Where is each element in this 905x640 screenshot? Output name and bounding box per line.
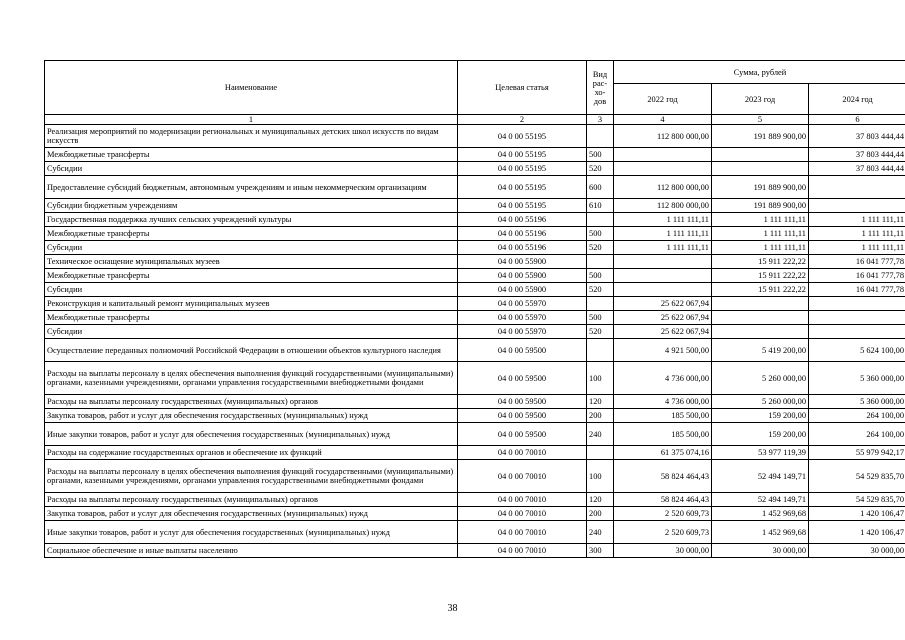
- row-sum-2024: 264 100,00: [809, 409, 905, 423]
- row-sum-2024: 37 803 444,44: [809, 148, 905, 162]
- row-sum-2023: 5 419 200,00: [712, 339, 809, 362]
- row-kind: 520: [587, 325, 614, 339]
- row-sum-2023: 53 977 119,39: [712, 446, 809, 460]
- row-target: 04 0 00 55195: [458, 199, 587, 213]
- column-number: 4: [614, 115, 712, 125]
- table-row: [45, 269, 905, 283]
- column-number: 3: [587, 115, 614, 125]
- row-kind: 100: [587, 460, 614, 493]
- row-sum-2024: 30 000,00: [809, 544, 905, 558]
- row-name: Расходы на содержание государственных органов и обеспечение их функций: [45, 446, 458, 460]
- row-sum-2022: 4 736 000,00: [614, 395, 712, 409]
- row-sum-2023: 5 260 000,00: [712, 395, 809, 409]
- row-sum-2023: 52 494 149,71: [712, 493, 809, 507]
- row-name: Государственная поддержка лучших сельских учреждений культуры: [45, 213, 458, 227]
- page-number: 38: [447, 603, 458, 614]
- row-target: 04 0 00 55195: [458, 176, 587, 199]
- row-sum-2023: [712, 148, 809, 162]
- row-target: 04 0 00 59500: [458, 409, 587, 423]
- table-row: [45, 162, 905, 176]
- table-row: [45, 325, 905, 339]
- row-sum-2024: 5 360 000,00: [809, 395, 905, 409]
- row-target: 04 0 00 59500: [458, 395, 587, 409]
- row-target: 04 0 00 55196: [458, 213, 587, 227]
- row-kind: 300: [587, 544, 614, 558]
- row-target: 04 0 00 55196: [458, 241, 587, 255]
- row-target: 04 0 00 55195: [458, 125, 587, 148]
- row-name: Осуществление переданных полномочий Российской Федерации в отношении объектов культурного наследия: [45, 339, 458, 362]
- row-target: 04 0 00 55195: [458, 148, 587, 162]
- table-row: [45, 213, 905, 227]
- row-target: 04 0 00 55196: [458, 227, 587, 241]
- row-sum-2024: 54 529 835,70: [809, 493, 905, 507]
- row-sum-2024: 16 041 777,78: [809, 283, 905, 297]
- row-kind: 200: [587, 507, 614, 521]
- row-sum-2023: 15 911 222,22: [712, 269, 809, 283]
- row-target: 04 0 00 55900: [458, 255, 587, 269]
- row-sum-2022: 58 824 464,43: [614, 493, 712, 507]
- table-row: [45, 362, 905, 395]
- table-body: [45, 125, 905, 558]
- row-sum-2024: 55 979 942,17: [809, 446, 905, 460]
- row-name: Межбюджетные трансферты: [45, 148, 458, 162]
- row-name: Субсидии: [45, 325, 458, 339]
- header-year-2024: 2024 год: [809, 84, 905, 115]
- row-sum-2022: 25 622 067,94: [614, 325, 712, 339]
- row-kind: 500: [587, 227, 614, 241]
- row-kind: [587, 339, 614, 362]
- row-sum-2023: [712, 325, 809, 339]
- row-kind: 520: [587, 283, 614, 297]
- row-target: 04 0 00 70010: [458, 446, 587, 460]
- row-kind: 240: [587, 423, 614, 446]
- row-sum-2024: 37 803 444,44: [809, 162, 905, 176]
- row-sum-2022: 185 500,00: [614, 423, 712, 446]
- row-sum-2024: 264 100,00: [809, 423, 905, 446]
- row-name: Социальное обеспечение и иные выплаты населению: [45, 544, 458, 558]
- row-sum-2023: 191 889 900,00: [712, 199, 809, 213]
- row-kind: 520: [587, 162, 614, 176]
- row-kind: 500: [587, 311, 614, 325]
- row-name: Субсидии: [45, 162, 458, 176]
- table-row: [45, 255, 905, 269]
- row-sum-2022: [614, 255, 712, 269]
- row-kind: [587, 297, 614, 311]
- table-row: [45, 227, 905, 241]
- row-sum-2022: 25 622 067,94: [614, 311, 712, 325]
- row-kind: 600: [587, 176, 614, 199]
- row-target: 04 0 00 70010: [458, 493, 587, 507]
- row-target: 04 0 00 55195: [458, 162, 587, 176]
- row-target: 04 0 00 55970: [458, 297, 587, 311]
- row-sum-2022: [614, 148, 712, 162]
- header-kind: Вид рас-хо-дов: [587, 61, 614, 115]
- row-sum-2023: 191 889 900,00: [712, 176, 809, 199]
- row-name: Закупка товаров, работ и услуг для обеспечения государственных (муниципальных) нужд: [45, 409, 458, 423]
- row-target: 04 0 00 59500: [458, 339, 587, 362]
- header-year-2022: 2022 год: [614, 84, 712, 115]
- row-sum-2024: 54 529 835,70: [809, 460, 905, 493]
- row-name: Реализация мероприятий по модернизации региональных и муниципальных детских школ искусств по видам искусств: [45, 125, 458, 148]
- row-sum-2024: [809, 297, 905, 311]
- row-sum-2024: [809, 176, 905, 199]
- row-sum-2022: 112 800 000,00: [614, 199, 712, 213]
- row-sum-2022: [614, 283, 712, 297]
- row-sum-2022: 185 500,00: [614, 409, 712, 423]
- row-kind: 240: [587, 521, 614, 544]
- row-name: Расходы на выплаты персоналу в целях обеспечения выполнения функций государственными (муниципальными) органами, казенными учреждениями, органами управления государственными внебюджетными фондами: [45, 460, 458, 493]
- row-sum-2023: 1 452 969,68: [712, 507, 809, 521]
- row-sum-2023: [712, 162, 809, 176]
- row-name: Субсидии: [45, 283, 458, 297]
- table-row: [45, 423, 905, 446]
- row-name: Иные закупки товаров, работ и услуг для обеспечения государственных (муниципальных) нужд: [45, 423, 458, 446]
- header-sum: Сумма, рублей: [614, 61, 905, 84]
- table-row: [45, 176, 905, 199]
- row-kind: 500: [587, 148, 614, 162]
- row-sum-2022: 112 800 000,00: [614, 176, 712, 199]
- row-sum-2023: 52 494 149,71: [712, 460, 809, 493]
- row-kind: 100: [587, 362, 614, 395]
- column-number: 6: [809, 115, 905, 125]
- table-row: [45, 507, 905, 521]
- row-sum-2023: 1 111 111,11: [712, 227, 809, 241]
- row-name: Субсидии: [45, 241, 458, 255]
- row-sum-2024: [809, 311, 905, 325]
- table-row: [45, 446, 905, 460]
- row-kind: 120: [587, 493, 614, 507]
- row-sum-2023: 1 452 969,68: [712, 521, 809, 544]
- row-sum-2024: 1 420 106,47: [809, 507, 905, 521]
- table-row: [45, 125, 905, 148]
- row-sum-2022: 25 622 067,94: [614, 297, 712, 311]
- table-row: [45, 199, 905, 213]
- row-sum-2024: 1 420 106,47: [809, 521, 905, 544]
- row-sum-2024: 16 041 777,78: [809, 269, 905, 283]
- table-row: [45, 395, 905, 409]
- row-sum-2022: [614, 162, 712, 176]
- row-kind: [587, 125, 614, 148]
- row-name: Межбюджетные трансферты: [45, 269, 458, 283]
- row-target: 04 0 00 70010: [458, 507, 587, 521]
- header-name: Наименование: [45, 61, 458, 115]
- row-name: Субсидии бюджетным учреждениям: [45, 199, 458, 213]
- row-sum-2023: 30 000,00: [712, 544, 809, 558]
- row-target: 04 0 00 55970: [458, 325, 587, 339]
- row-kind: 200: [587, 409, 614, 423]
- row-sum-2023: 191 889 900,00: [712, 125, 809, 148]
- table-row: [45, 409, 905, 423]
- row-sum-2022: 30 000,00: [614, 544, 712, 558]
- table-row: [45, 283, 905, 297]
- row-sum-2024: 5 624 100,00: [809, 339, 905, 362]
- row-sum-2023: [712, 311, 809, 325]
- row-sum-2022: 1 111 111,11: [614, 241, 712, 255]
- row-name: Межбюджетные трансферты: [45, 311, 458, 325]
- row-name: Техническое оснащение муниципальных музеев: [45, 255, 458, 269]
- row-sum-2023: [712, 297, 809, 311]
- table-row: [45, 544, 905, 558]
- row-sum-2024: 5 360 000,00: [809, 362, 905, 395]
- row-kind: 120: [587, 395, 614, 409]
- table-row: [45, 241, 905, 255]
- row-sum-2023: 5 260 000,00: [712, 362, 809, 395]
- row-kind: [587, 213, 614, 227]
- table-row: [45, 521, 905, 544]
- row-sum-2022: 1 111 111,11: [614, 227, 712, 241]
- row-target: 04 0 00 55970: [458, 311, 587, 325]
- column-number: 2: [458, 115, 587, 125]
- table-row: [45, 339, 905, 362]
- budget-table: [44, 60, 905, 558]
- row-sum-2024: 1 111 111,11: [809, 213, 905, 227]
- row-target: 04 0 00 70010: [458, 544, 587, 558]
- row-sum-2023: 1 111 111,11: [712, 213, 809, 227]
- table-row: [45, 311, 905, 325]
- row-target: 04 0 00 55900: [458, 283, 587, 297]
- row-kind: 500: [587, 269, 614, 283]
- row-sum-2024: 1 111 111,11: [809, 241, 905, 255]
- row-sum-2024: 1 111 111,11: [809, 227, 905, 241]
- row-target: 04 0 00 55900: [458, 269, 587, 283]
- row-sum-2022: 2 520 609,73: [614, 521, 712, 544]
- row-sum-2022: 1 111 111,11: [614, 213, 712, 227]
- row-name: Расходы на выплаты персоналу государственных (муниципальных) органов: [45, 493, 458, 507]
- table-row: [45, 493, 905, 507]
- table-row: [45, 148, 905, 162]
- row-name: Расходы на выплаты персоналу государственных (муниципальных) органов: [45, 395, 458, 409]
- row-sum-2023: 15 911 222,22: [712, 255, 809, 269]
- row-name: Закупка товаров, работ и услуг для обеспечения государственных (муниципальных) нужд: [45, 507, 458, 521]
- row-target: 04 0 00 70010: [458, 460, 587, 493]
- row-sum-2022: [614, 269, 712, 283]
- row-sum-2024: 16 041 777,78: [809, 255, 905, 269]
- header-year-2023: 2023 год: [712, 84, 809, 115]
- row-target: 04 0 00 59500: [458, 423, 587, 446]
- row-name: Предоставление субсидий бюджетным, автономным учреждениям и иным некоммерческим организациям: [45, 176, 458, 199]
- row-name: Реконструкция и капитальный ремонт муниципальных музеев: [45, 297, 458, 311]
- table-row: [45, 297, 905, 311]
- row-target: 04 0 00 59500: [458, 362, 587, 395]
- row-name: Межбюджетные трансферты: [45, 227, 458, 241]
- row-sum-2024: [809, 325, 905, 339]
- column-number: 5: [712, 115, 809, 125]
- row-kind: 610: [587, 199, 614, 213]
- row-target: 04 0 00 70010: [458, 521, 587, 544]
- row-kind: [587, 446, 614, 460]
- row-sum-2023: 1 111 111,11: [712, 241, 809, 255]
- header-target: Целевая статья: [458, 61, 587, 115]
- row-sum-2024: [809, 199, 905, 213]
- table-row: [45, 460, 905, 493]
- row-name: Иные закупки товаров, работ и услуг для обеспечения государственных (муниципальных) нужд: [45, 521, 458, 544]
- row-sum-2023: 15 911 222,22: [712, 283, 809, 297]
- row-sum-2022: 4 921 500,00: [614, 339, 712, 362]
- row-sum-2023: 159 200,00: [712, 409, 809, 423]
- column-number: 1: [45, 115, 458, 125]
- row-sum-2022: 4 736 000,00: [614, 362, 712, 395]
- row-kind: [587, 255, 614, 269]
- row-sum-2022: 112 800 000,00: [614, 125, 712, 148]
- row-sum-2022: 58 824 464,43: [614, 460, 712, 493]
- row-sum-2022: 61 375 074,16: [614, 446, 712, 460]
- row-name: Расходы на выплаты персоналу в целях обеспечения выполнения функций государственными (муниципальными) органами, казенными учреждениями, органами управления государственными внебюджетными фондами: [45, 362, 458, 395]
- row-sum-2023: 159 200,00: [712, 423, 809, 446]
- row-kind: 520: [587, 241, 614, 255]
- row-sum-2022: 2 520 609,73: [614, 507, 712, 521]
- row-sum-2024: 37 803 444,44: [809, 125, 905, 148]
